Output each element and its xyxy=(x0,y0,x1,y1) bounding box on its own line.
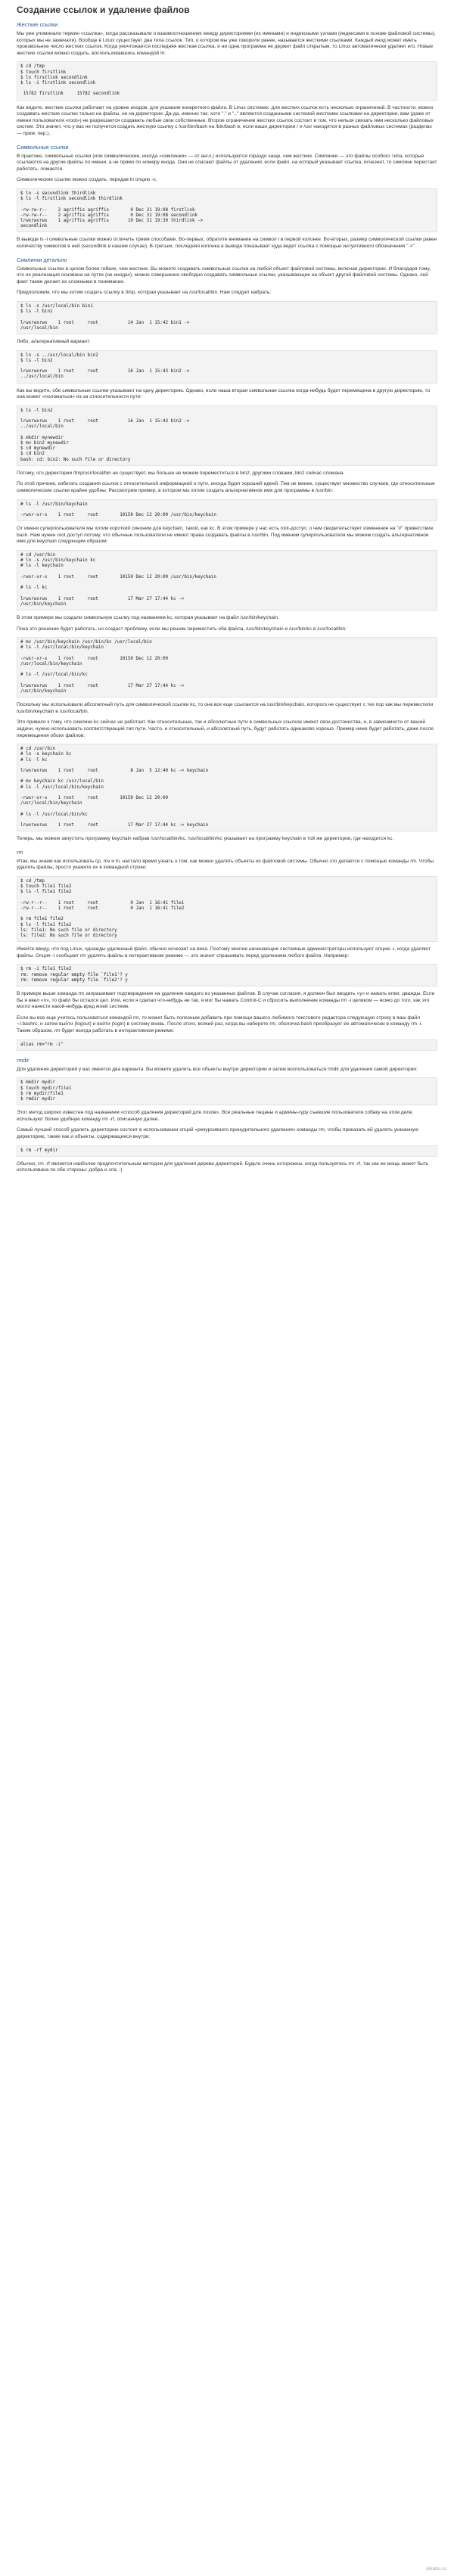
paragraph: По этой причине, избегать создания ссылок с относительной информацией о пути, иногда будет хорошей идеей. Тем не менее, существует множество случаев, где относительные символические ссылки крайне удобны. Рассмотрим пример, в котором мы хотим создать альтернативное имя для программы в /usr/bin: xyxy=(17,481,435,493)
code-block: $ ln -s /usr/local/bin bin1 $ ls -l bin1 lrwxrwxrwx 1 root root 14 Jan 1 15:42 bin1 -> /usr/local/bin xyxy=(17,301,437,334)
code-block: $ cd /tmp $ touch file1 file2 $ ls -l file1 file2 -rw-r--r-- 1 root root 0 Jan 1 16:41 file1 -rw-r--r-- 1 root root 0 Jan 1 16:41 file2 $ rm file1 file2 $ ls -l file1 file2 ls: file1: No such file or directory ls: file2: No such file or directory xyxy=(17,876,437,942)
code-block: $ ls -l bin2 lrwxrwxrwx 1 root root 16 Jan 1 15:43 bin2 -> ../usr/local/bin $ mkdir mynewdir $ mv bin2 mynewdir $ cd mynewdir $ cd bin2 bash: cd: bin2: No such file or directory xyxy=(17,406,437,466)
paragraph: Это привело к тому, что симлинк kc сейчас не работает. Как относительные, так и абсолютные пути в символьных ссылках имеют свои достоинства, и, в зависимости от вашей задачи, нужно использовать соответствующий тип пути. Часто, и относительный, и абсолютный путь, будут работать одинаково хорошо. Пример ниже будет работать, даже после перемещения обоих файлов: xyxy=(17,719,434,738)
paragraph: Если вы все еще учитесь пользоваться командой rm, то может быть полезным добавить при помощи вашего любимого текстового редактора следующую строку в ваш файл ~/.bashrc, и затем выйти (logout) и войти (login) в систему вновь. После этого, всякий раз, когда вы наберете rm, оболочка bash преобразует ее автоматически в команду rm -i. Таким образом, rm будет всегда работать в интерактивном режиме: xyxy=(17,1015,423,1033)
code-block: $ cd /tmp $ touch firstlink $ ln firstlink secondlink $ ls -i firstlink secondlink 15782 firstlink 15782 secondlink xyxy=(17,61,437,100)
paragraph: Символические ссылки можно создать, передав ln опцию -s. xyxy=(17,177,157,183)
section-heading-rm: rm xyxy=(17,848,23,856)
paragraph: Пока это решение будет работать, но создаст проблему, если мы решим переместить оба файла, /usr/bin/keychain и /usr/bin/kc в /usr/local/bin: xyxy=(17,626,347,632)
paragraph: Этот метод широко известен под названием «способ удаления директорий для лохов». Все реальные пацаны и админы-гуру съевшие пользователя собаку на этом деле, используют более удобную команду rm -rf, описанную далее. xyxy=(17,1110,414,1122)
section-heading-hardlinks: Жесткие ссылки xyxy=(17,21,58,28)
code-block: $ rm -rf mydir xyxy=(17,1145,437,1157)
paragraph: В выводе ls -l символьные ссылки можно отличить тремя способами. Во-первых, обратите внимание на символ l в первой колонке. Во-вторых, размер символической ссылки равен количеству символов в ней (secondlink в нашем случае). В-третьих, последняя колонка в выводе показывает куда ведет ссылка с помощью интуитивного обозначения "->". xyxy=(17,237,437,249)
section-heading-symlinks-detail: Симлинки детально xyxy=(17,256,67,263)
paragraph: Как вы видите, обе символьные ссылки указывают на одну директорию. Однако, если наша вторая символьная ссылка когда-нибудь будет перемещена в другую директорию, то она может «поломаться» из-за относительности пути: xyxy=(17,387,431,400)
paragraph: Как видите, жесткие ссылки работают на уровне инодов, для указания конкретного файла. В Linux системах, для жестких ссылок есть несколько ограничений. В частности, можно создавать жесткие ссылки только на файлы, не на директории. Да-да, именно так; хотя "." и ".." являются созданными системой жесткими ссылками на директории, вам (даже от имени пользователя «root») не разрешается создавать любые свои собственные. Второе ограничение жестких ссылок состоит в том, что нельзя связать ими несколько файловых систем. Это значит, что у вас не получится создать жесткую ссылку с /usr/bin/bash на /bin/bash в, если ваши директории / и /usr находятся в разных файловых системах (разделах — прим. пер.). xyxy=(17,104,434,136)
code-block: $ mkdir mydir $ touch mydir/file1 $ rm mydir/file1 $ rmdir mydir xyxy=(17,1077,437,1105)
paragraph: Самый лучший способ удалить директорию состоит в использовании опций «рекурсивного принудительного удаления» команды rm, чтобы приказать ей удалять указанную директорию, также как и объекты, содержащиеся внутри: xyxy=(17,1127,418,1139)
paragraph: Символьные ссылки в целом более гибкие, чем жесткие. Вы можете создавать символьные ссылки на любой объект файловой системы, включая директории. И благодаря тому, что их реализация основана на путях (не инодах), можно совершенно свободно создавать символьные ссылки, указывающие на объект другой файловой системы. Однако, сей факт также делает их сложными в понимании. xyxy=(17,266,431,284)
code-block: $ rm -i file1 file2 rm: remove regular empty file `file1'? y rm: remove regular empty file `file2'? y xyxy=(17,964,437,987)
paragraph: В этом примере мы создали символьную ссылку под названием kc, которая указывает на файл /usr/bin/keychain. xyxy=(17,614,279,620)
paragraph: Потому, что директории /tmp/usr/local/bin не существует, мы больше не можем переместиться в bin2; другими словами, bin2 сейчас сломана. xyxy=(17,470,345,476)
code-block: # mv /usr/bin/keychain /usr/bin/kc /usr/local/bin # ls -l /usr/local/bin/keychain -rwxr-xr-x 1 root root 10150 Dec 12 20:09 /usr/local/bin/keychain # ls -l /usr/local/bin/kc lrwxrwxrwx 1 root root 17 Mar 27 17:44 kc -> /usr/bin/keychain xyxy=(17,637,437,698)
section-heading-symlinks: Символьные ссылки xyxy=(17,143,69,151)
paragraph: Итак, мы знаем как использовать cp, mv и ln, настало время узнать о том, как можно удалять объекты из файловой системы. Обычно это делается с помощью команды rm. Чтобы удалять файлы, просто укажите их в командной строке: xyxy=(17,858,434,871)
code-block: # cd /usr/bin # ln -s keychain kc # ls -l kc lrwxrwxrwx 1 root root 8 Jan 5 12:40 kc -> keychain # mv keychain kc /usr/local/bin # ls -l /usr/local/bin/keychain -rwxr-xr-x 1 root root 10150 Dec 12 20:09 /usr/local/bin/keychain # ls -l /usr/local/bin/kc lrwxrwxrwx 1 root root 17 Mar 27 17:44 kc -> keychain xyxy=(17,744,437,831)
paragraph: Предположим, что мы хотим создать ссылку в /tmp, которая указывает на /usr/local/bin. Нам следует набрать: xyxy=(17,290,272,296)
paragraph: Либо, альтернативный вариант: xyxy=(17,338,91,344)
paragraph: В примере выше команда rm запрашивает подтверждение на удаление каждого из указанных файлов. В случае согласия, я должен был вводить «y» и нажать enter, дважды. Если бы я ввел «n», то файл бы остался цел. Или, если я сделал что-нибудь не так, я мог бы нажать Control-C и сбросить выполнение команды rm -i целиком — всяко до того, как это могло нанести какой-нибудь вред моей системе. xyxy=(17,991,435,1010)
paragraph: В практике, символьные ссылки (или символические, иногда «симлинки» — от англ.) используются гораздо чаще, чем жесткие. Симлинки — это файлы особого типа, которые ссылаются на другие файлы по имени, а не прямо по номеру инода. Они не спасают файлы от удаления; если файл, на который указывает ссылка, исчезнет, то симлинк перестает работать, ломается. xyxy=(17,153,437,172)
code-block: $ ln -s ../usr/local/bin bin2 $ ls -l bin2 lrwxrwxrwx 1 root root 16 Jan 1 15:43 bin2 -> ../usr/local/bin xyxy=(17,350,437,384)
article-title xyxy=(17,5,437,15)
paragraph: Теперь, мы можем запустить программу keychain набрав /usr/local/bin/kc. /usr/local/bin/kc указывает на программу keychain в той же директории, где находится kc. xyxy=(17,836,394,842)
code-block: # ls -l /usr/bin/keychain -rwxr-xr-x 1 root root 10150 Dec 12 20:09 /usr/bin/keychain xyxy=(17,499,437,522)
paragraph: Обычно, rm -rf является наиболее предпочтительным методом для удаления дерева директорий. Будьте очень осторожны, когда пользуетесь rm -rf, так как ее мощь может быть использована по обе стороны: добра и зла. :) xyxy=(17,1161,429,1173)
site-watermark: pikabu.ru xyxy=(426,2566,446,2571)
code-block: $ ln -s secondlink thirdlink $ ls -l firstlink secondlink thirdlink -rw-rw-r-- 2 agriffis agriffis 0 Dec 31 19:08 firstlink -rw-rw-r-- 2 agriffis agriffis 0 Dec 31 19:08 secondlink lrwxrwxrwx 1 agriffis agriffis 10 Dec 31 19:39 thirdlink -> secondlink xyxy=(17,188,437,232)
paragraph: Поскольку мы использовали абсолютный путь для символической ссылки kc, то она все еще ссылается на /usr/bin/keychain, которого не существует с тех пор как мы переместили /usr/bin/keychain в /usr/local/bin. xyxy=(17,702,434,714)
paragraph: Мы уже упоминали термин «ссылка», когда рассказывали о взаимоотношениях между директориями (их именами) и индексными узлами (индексами в основе файловой системы), которых мы не замечали). Вообще в Linux существует два типа ссылок. Тип, о котором мы уже говорили ранее, называется жесткими ссылками. Каждый инод может иметь произвольное число жестких ссылок. Когда уничтожается последняя жесткая ссылка, и ни одна программа не держит файл открытым, то Linux автоматически удаляет его. Новые жесткие ссылки можно создать, воспользовавшись командой ln: xyxy=(17,31,436,56)
paragraph: Для удаления директорий у вас имеется два варианта. Вы можете удалить все объекты внутри директории и затем воспользоваться rmdir для удаления самой директории: xyxy=(17,1066,418,1072)
code-block: # cd /usr/bin # ln -s /usr/bin/keychain kc # ls -l keychain -rwxr-xr-x 1 root root 10150 Dec 12 20:09 /usr/bin/keychain # ls -l kc lrwxrwxrwx 1 root root 17 Mar 27 17:44 kc -> /usr/bin/keychain xyxy=(17,550,437,611)
article-title-text: Создание ссылок и удаление файлов xyxy=(17,5,190,15)
paragraph: Имейте ввиду, что под Linux, однажды удаленный файл, обычно исчезает на века. Поэтому многие начинающие системные администраторы используют опцию -i, когда удаляют файлы. Опция -i сообщает rm удалять файлы в интерактивном режиме — это значит спрашивать перед удалением любого файла. Например: xyxy=(17,946,431,959)
code-block: alias rm="rm -i" xyxy=(17,1039,437,1051)
paragraph: От имени суперпользователя мы хотим короткий синоним для keychain, такой, как kc. В этом примере у нас есть root-доступ, о чем свидетельствует изменение на "#" приветствие bash. Нам нужен root доступ потому, что обычные пользователи не имеют права создавать файлы в /usr/bin. Под именем суперпользователя мы можем создать альтернативное имя для keychain следующим образом: xyxy=(17,526,434,545)
section-heading-rmdir: rmdir xyxy=(17,1056,30,1064)
article xyxy=(17,5,437,1179)
